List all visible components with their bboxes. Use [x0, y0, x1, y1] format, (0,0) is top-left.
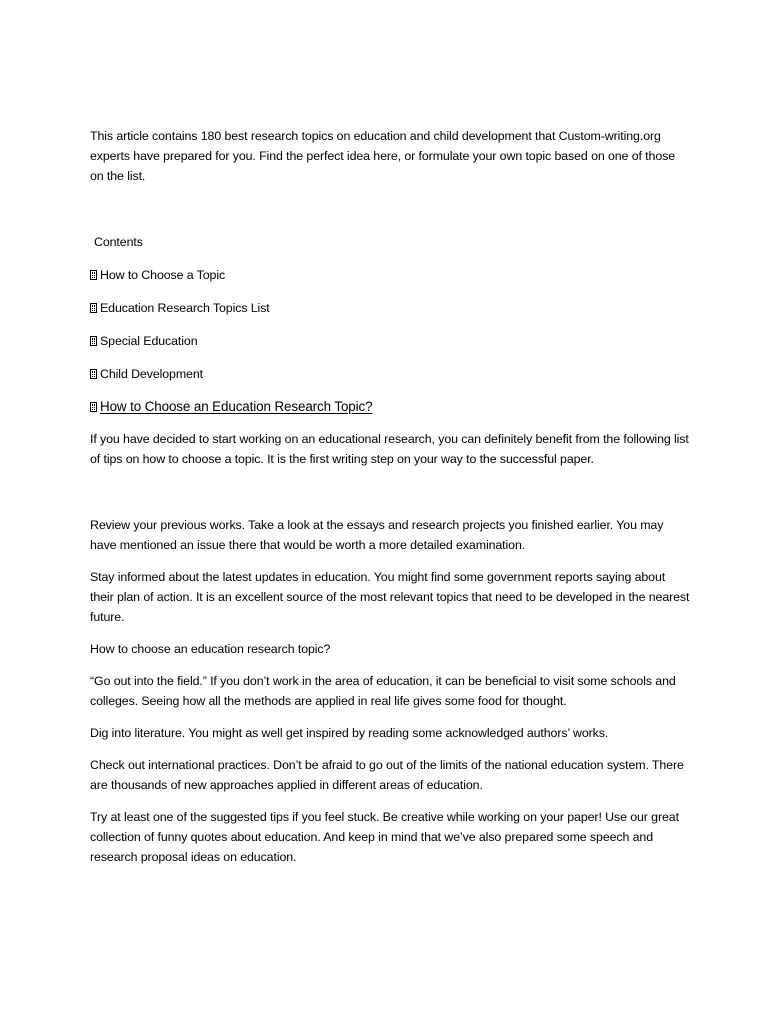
toc-item-how-to-choose[interactable] — [90, 265, 690, 285]
missing-glyph-icon — [90, 369, 97, 379]
document-page — [90, 126, 690, 879]
intro-paragraph: This article contains 180 best research topics on education and child development that Custom-writing.org experts have prepared for you. Find the perfect idea here, or formulate your own topic based on one of those on the list. — [90, 129, 675, 183]
toc-item-special-education[interactable] — [90, 331, 690, 351]
toc-item-label: Education Research Topics List — [100, 301, 270, 315]
body-paragraph: Try at least one of the suggested tips if you feel stuck. Be creative while working on your paper! Use our great collection of funny quotes about education. And keep in mind that we’ve also prepared some speech and research proposal ideas on education. — [90, 810, 679, 864]
body-paragraph: How to choose an education research topic? — [90, 642, 331, 656]
toc-item-label: Special Education — [100, 334, 198, 348]
contents-heading: Contents — [94, 235, 143, 249]
section-heading-title: How to Choose an Education Research Topic? — [100, 399, 373, 414]
body-paragraph: Review your previous works. Take a look at the essays and research projects you finished earlier. You may have mentioned an issue there that would be worth a more detailed examination. — [90, 518, 664, 552]
section-heading — [90, 397, 690, 417]
toc-item-topics-list[interactable] — [90, 298, 690, 318]
body-paragraph: Stay informed about the latest updates in education. You might find some government reports saying about their plan of action. It is an excellent source of the most relevant topics that need to be developed in the nearest future. — [90, 570, 690, 624]
body-paragraph: Check out international practices. Don’t be afraid to go out of the limits of the national education system. There are thousands of new approaches applied in different areas of education. — [90, 758, 684, 792]
body-paragraph: Dig into literature. You might as well get inspired by reading some acknowledged authors’ works. — [90, 726, 609, 740]
toc-item-label: How to Choose a Topic — [100, 268, 226, 282]
missing-glyph-icon — [90, 270, 97, 280]
toc-item-child-development[interactable] — [90, 364, 690, 384]
body-paragraph: “Go out into the field.” If you don’t work in the area of education, it can be beneficial to visit some schools and colleges. Seeing how all the methods are applied in real life gives some food for thought. — [90, 674, 676, 708]
missing-glyph-icon — [90, 336, 97, 346]
body-paragraph: If you have decided to start working on an educational research, you can definitely benefit from the following list of tips on how to choose a topic. It is the first writing step on your way to the successful paper. — [90, 432, 689, 466]
toc-item-label: Child Development — [100, 367, 203, 381]
missing-glyph-icon — [90, 303, 97, 313]
missing-glyph-icon — [90, 402, 97, 412]
